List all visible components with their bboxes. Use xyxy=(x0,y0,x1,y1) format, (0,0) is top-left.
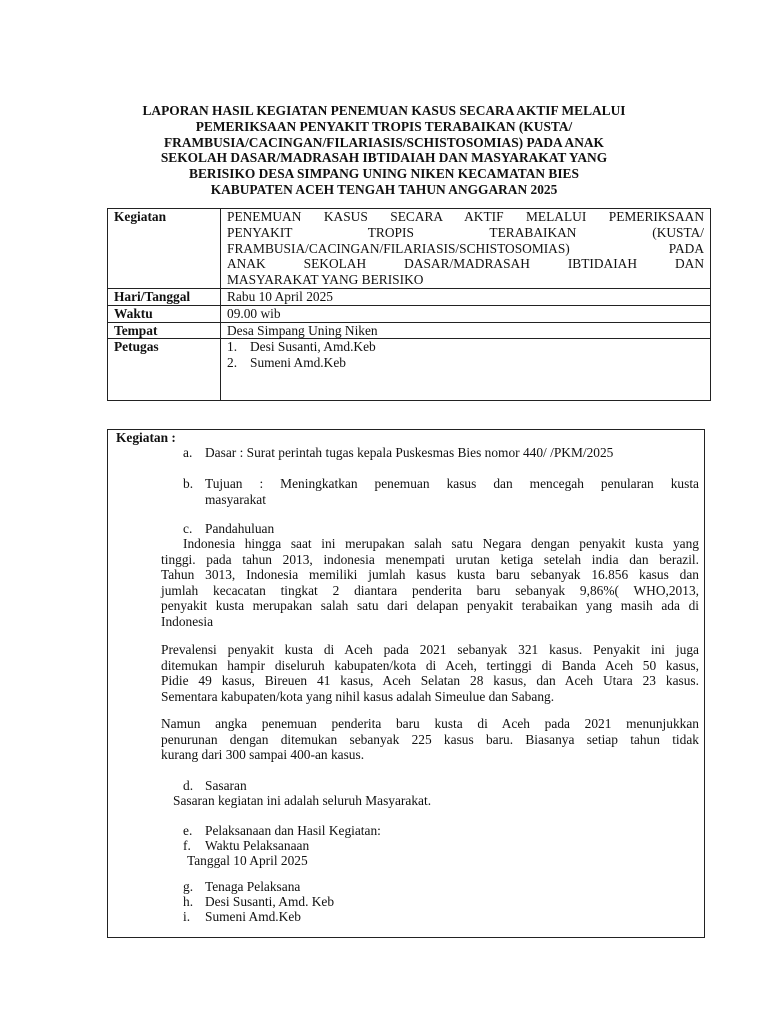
title-line: FRAMBUSIA/CACINGAN/FILARIASIS/SCHISTOSOMIAS) PADA ANAK xyxy=(164,134,604,150)
item-marker: c. xyxy=(183,521,193,536)
petugas-name: Sumeni Amd.Keb xyxy=(250,355,346,371)
kegiatan-line: FRAMBUSIA/CACINGAN/FILARIASIS/SCHISTOSOMIAS) PADA xyxy=(227,240,704,256)
waktu-label: Waktu xyxy=(108,305,221,322)
kegiatan-line: PENYAKIT TROPIS TERABAIKAN (KUSTA/ xyxy=(227,224,704,240)
pendahuluan-paragraph-2 xyxy=(161,642,699,704)
paragraph-line: Indonesia hingga saat ini merupakan salah satu Negara dengan penyakit kusta yang xyxy=(183,536,699,551)
row-kegiatan xyxy=(108,209,711,289)
kegiatan-line: ANAK SEKOLAH DASAR/MADRASAH IBTIDAIAH DAN xyxy=(227,256,704,272)
item-marker: b. xyxy=(183,476,194,491)
pelaksana-name: Desi Susanti, Amd. Keb xyxy=(205,894,335,909)
item-marker: e. xyxy=(183,823,193,838)
item-marker: a. xyxy=(183,445,193,460)
petugas-label: Petugas xyxy=(108,339,221,401)
row-hari-tanggal xyxy=(108,288,711,305)
kegiatan-line: PENEMUAN KASUS SECARA AKTIF MELALUI PEMERIKSAAN xyxy=(227,209,704,224)
tujuan-text xyxy=(205,476,699,507)
kegiatan-value xyxy=(221,209,711,289)
waktu-pelaksanaan-heading: Waktu Pelaksanaan xyxy=(205,838,310,853)
paragraph-line: Namun angka penemuan penderita baru kusta di Aceh pada 2021 menunjukkan xyxy=(161,716,699,731)
sasaran-text: Sasaran kegiatan ini adalah seluruh Masyarakat. xyxy=(173,793,432,808)
pendahuluan-heading: Pandahuluan xyxy=(205,521,275,536)
paragraph-line: jumlah kecacatan tingkat 2 diantara penderita baru sebanyak 9,86%( WHO,2013, xyxy=(161,582,699,598)
waktu-pelaksanaan-value: Tanggal 10 April 2025 xyxy=(187,853,308,868)
tenaga-pelaksana-heading: Tenaga Pelaksana xyxy=(205,879,301,894)
item-marker: i. xyxy=(183,909,191,924)
paragraph-line: penyakit kusta merupakan salah satu dari delapan penyakit terabaikan yang masih ada di xyxy=(161,598,699,613)
row-waktu xyxy=(108,305,711,322)
sasaran-heading: Sasaran xyxy=(205,778,247,793)
tujuan-line: Tujuan : Meningkatkan penemuan kasus dan mencegah penularan kusta xyxy=(205,476,699,491)
tempat-value: Desa Simpang Uning Niken xyxy=(221,322,711,339)
report-title xyxy=(100,103,668,198)
petugas-list xyxy=(227,339,704,371)
paragraph-line: Tahun 3013, Indonesia memiliki jumlah kasus kusta baru sebanyak 16.856 kasus dan xyxy=(161,567,699,582)
tujuan-line: masyarakat xyxy=(205,491,266,507)
title-line: BERISIKO DESA SIMPANG UNING NIKEN KECAMATAN BIES xyxy=(189,166,579,182)
list-number: 1. xyxy=(227,339,238,355)
paragraph-line: tinggi. pada tahun 2013, indonesia menempati urutan ketiga setelah india dan berazil. xyxy=(161,551,699,567)
list-number: 2. xyxy=(227,355,238,371)
pendahuluan-paragraph-3 xyxy=(161,716,699,763)
paragraph-line: kurang dari 300 sampai 400-an kasus. xyxy=(161,747,365,762)
kegiatan-label: Kegiatan xyxy=(108,209,221,289)
list-item xyxy=(227,339,704,355)
paragraph-line: Pidie 49 kasus, Bireuen 41 kasus, Aceh Selatan 28 kasus, dan Aceh Utara 23 kasus. xyxy=(161,673,699,688)
tempat-label: Tempat xyxy=(108,322,221,339)
hari-tanggal-value: Rabu 10 April 2025 xyxy=(221,288,711,305)
row-tempat xyxy=(108,322,711,339)
paragraph-line: Prevalensi penyakit kusta di Aceh pada 2021 sebanyak 321 kasus. Penyakit ini juga xyxy=(161,642,699,657)
hari-tanggal-label: Hari/Tanggal xyxy=(108,288,221,305)
petugas-value xyxy=(221,339,711,401)
item-marker: f. xyxy=(183,838,191,853)
kegiatan-line: MASYARAKAT YANG BERISIKO xyxy=(227,272,424,288)
title-line: KABUPATEN ACEH TENGAH TAHUN ANGGARAN 2025 xyxy=(210,181,558,197)
waktu-value: 09.00 wib xyxy=(221,305,711,322)
dasar-text: Dasar : Surat perintah tugas kepala Puskesmas Bies nomor 440/ /PKM/2025 xyxy=(205,445,614,460)
row-petugas xyxy=(108,339,711,401)
paragraph-line: Indonesia xyxy=(161,613,214,629)
list-item xyxy=(227,355,704,371)
content-heading: Kegiatan : xyxy=(116,430,176,445)
info-table xyxy=(107,208,711,401)
title-line: SEKOLAH DASAR/MADRASAH IBTIDAIAH DAN MASYARAKAT YANG xyxy=(160,150,608,166)
paragraph-line: Sementara kabupaten/kota yang nihil kasus adalah Simeulue dan Sabang. xyxy=(161,688,555,704)
petugas-name: Desi Susanti, Amd.Keb xyxy=(250,339,376,355)
kegiatan-content-box xyxy=(107,429,705,938)
pendahuluan-paragraph-1 xyxy=(161,536,699,629)
paragraph-line: ditemukan hampir diseluruh kabupaten/kota di Aceh, tertinggi di Banda Aceh 50 kasus, xyxy=(161,657,699,673)
item-marker: h. xyxy=(183,894,194,909)
pelaksana-name: Sumeni Amd.Keb xyxy=(205,909,301,924)
paragraph-line: penurunan dengan ditemukan sebanyak 225 kasus baru. Biasanya setiap tahun tidak xyxy=(161,731,699,747)
item-marker: g. xyxy=(183,879,194,894)
item-marker: d. xyxy=(183,778,194,793)
pelaksanaan-heading: Pelaksanaan dan Hasil Kegiatan: xyxy=(205,823,381,838)
title-line: PEMERIKSAAN PENYAKIT TROPIS TERABAIKAN (KUSTA/ xyxy=(195,118,573,134)
title-line: LAPORAN HASIL KEGIATAN PENEMUAN KASUS SECARA AKTIF MELALUI xyxy=(142,103,626,118)
